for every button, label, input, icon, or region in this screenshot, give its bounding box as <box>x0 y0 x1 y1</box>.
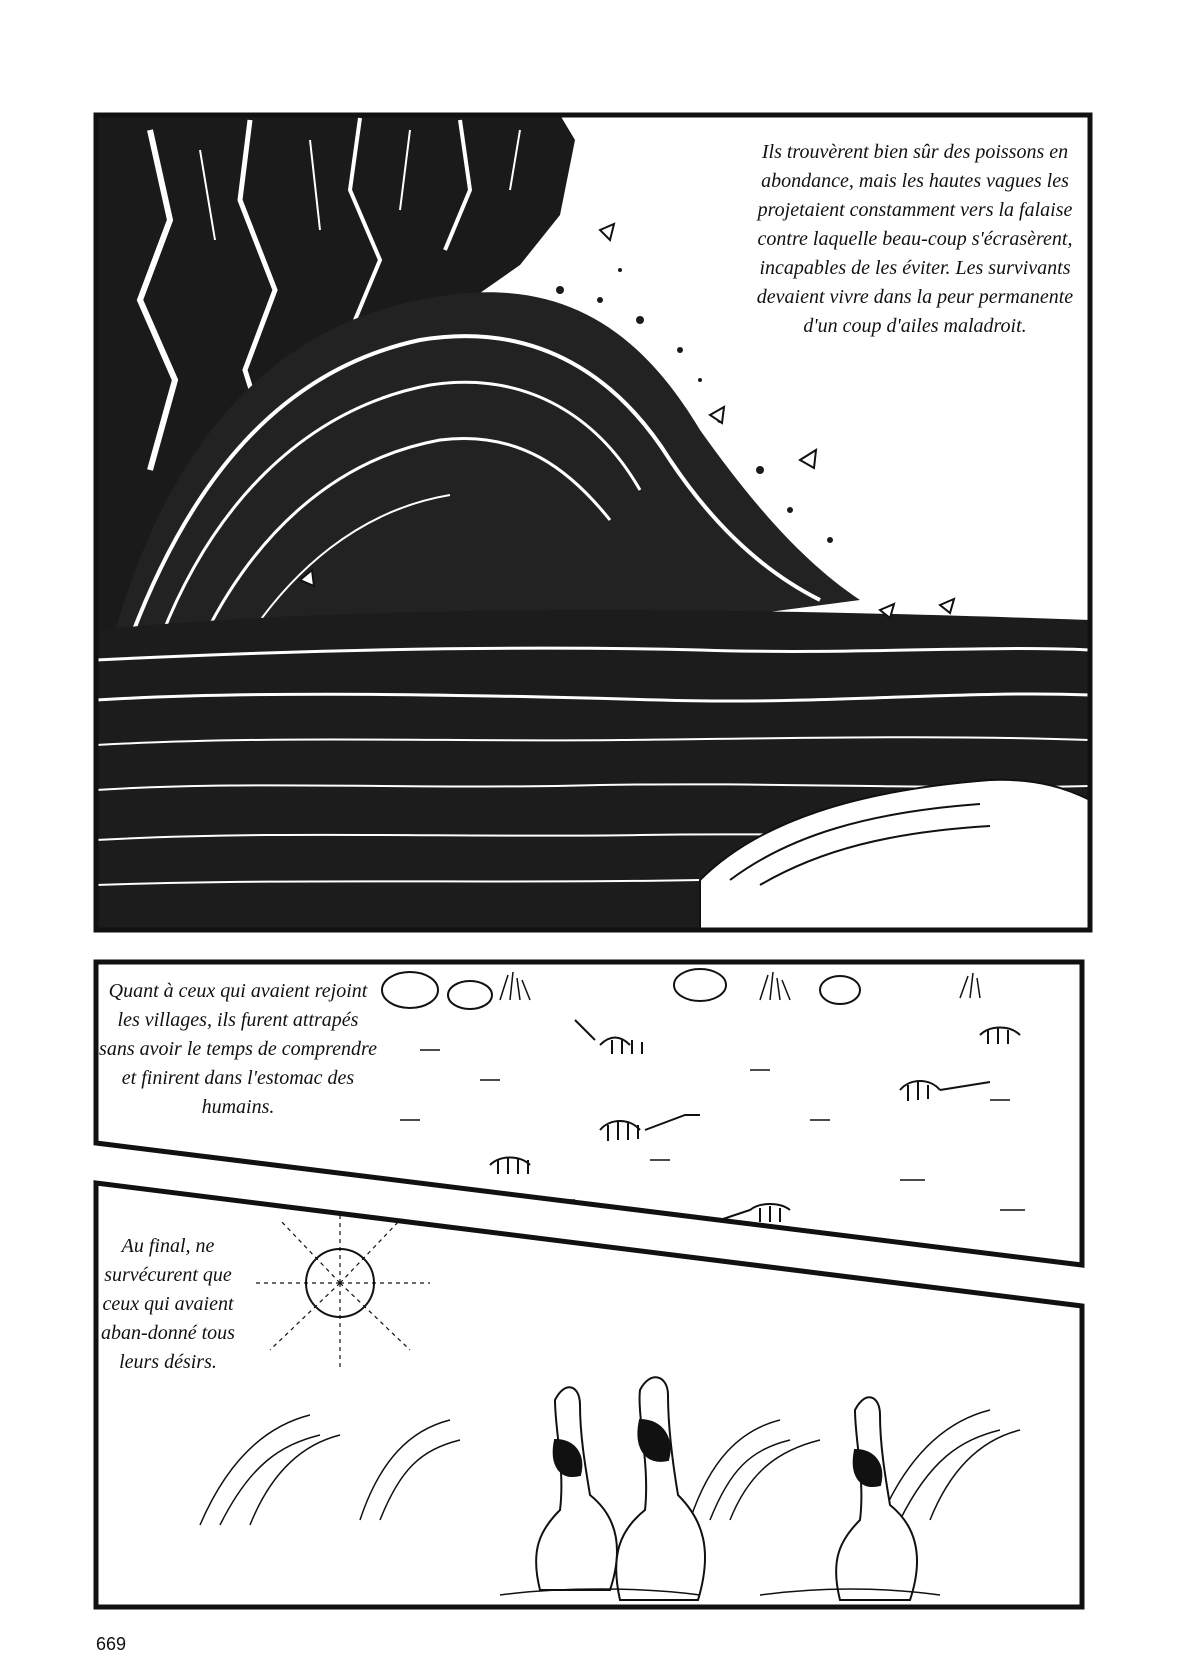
sea-illustration <box>96 610 1090 930</box>
caption-panel-1: Ils trouvèrent bien sûr des poissons en abondance, mais les hautes vagues les projetaient constamment vers la falaise contre laquelle beau-coup s'écrasèrent, incapables de les éviter. Les survivants devaient vivre dans la peur permanente d'un coup d'ailes maladroit. <box>756 141 1074 337</box>
caption-panel-2: Quant à ceux qui avaient rejoint les villages, ils furent attrapés sans avoir le temps de comprendre et finirent dans l'estomac des humains. <box>99 980 377 1118</box>
page-number: 669 <box>96 1634 127 1654</box>
caption-panel-3: Au final, ne survécurent que ceux qui avaient aban-donné tous leurs désirs. <box>101 1235 235 1373</box>
